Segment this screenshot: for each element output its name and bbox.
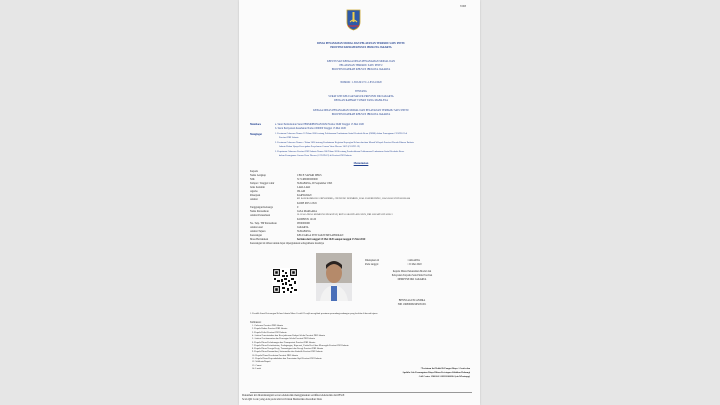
cc-item: 2. Kepala Badan Provinsi DKI Jakarta (252, 328, 288, 331)
to-label: Kepada (250, 170, 258, 173)
free-note-1: *Perizinan Ini Tidak Di Pungut Biaya / Gratis dan (420, 368, 470, 370)
footer-note: 1. Pemilik Surat Keterangan Keluar Jakarta Masa Covid-19 wajib mengikuti peraturan perundang-undangan yang berlaku di daerah tujuan (250, 313, 378, 315)
cc-item: 13. Camat (252, 364, 262, 367)
field-value: ISLAM (297, 190, 306, 193)
cc-item: 9. Kepala Dinas Komunikasi, Informatika dan Statistik Provinsi DKI Jakarta (252, 351, 323, 354)
sign-place: : JAKARTA (407, 259, 420, 262)
cc-label: Tembusan: (250, 321, 262, 324)
consider-item-3: 3. Keputusan Gubernur Provinsi DKI Jakarta Nomor 380 Tahun 2020 tentang Pemberlakuan Pelaksanaan Pembatasan Sosial Berskala Besar (275, 151, 405, 153)
sign-title-1: Kepala Dinas Penanaman Modal dan (392, 270, 432, 273)
sign-place-label: Ditetapkan di (365, 259, 380, 262)
field-value: KARYAWAN (297, 194, 312, 197)
field-label: Agama (250, 190, 258, 193)
jakarta-crest-icon (346, 9, 361, 31)
person-photo-icon (316, 253, 352, 301)
cc-item: 12. Walikota/Bupati (252, 361, 271, 364)
field-label: NIK (250, 178, 255, 181)
note-line: Keterangan ini dibuat untuk dapat dipergunakan sebagaimana mestinya (250, 242, 325, 245)
consider-label: Mengingat (250, 133, 262, 136)
cc-item: 14. Lurah (252, 367, 261, 370)
agency-subtitle: PROVINSI DAERAH KHUSUS IBUKOTA JAKARTA (330, 46, 392, 49)
field-label: Keterangan (250, 234, 262, 237)
field-label: Nama Perusahaan (250, 210, 269, 213)
field-label: Tanggungan Keluarga (250, 206, 273, 209)
applicant-photo (316, 253, 352, 301)
read-item-a: a. Surat Permohonan Surat PERMOHONAN IKM Nomor IKM Tanggal 15 Mei 2020 (275, 123, 364, 126)
free-note-2: Apabila Ada Pemungutan Biaya Diluar Ketetapan Silahkan Hubungi (402, 372, 470, 374)
field-value: KODE POS 12345 (297, 202, 317, 205)
consider-item-1: 1. Peraturan Gubernur Nomor 33 Tahun 2020 tentang Pelaksanaan Pembatasan Sosial Berskala Besar (PSBB) dalam Penanganan COVID-19 di (275, 133, 408, 135)
bsre-note: Dokumen ini ditandatangani secara elektronik menggunakan sertifikat elektronik dari BSrE (242, 394, 345, 397)
field-label: No. Telp / HP Perusahaan (250, 222, 277, 225)
cc-item: 6. Kepala Dinas Perhubungan dan Transportasi Provinsi DKI Jakarta (252, 341, 316, 344)
field-label: Jenis Kelamin (250, 186, 265, 189)
field-value: KP. BALEKAMBANG GRIYAPRIMA, CIPAYUNG NGEMBUL, KAB. PASURUHUNG, JAWA BARAT RT 00 RW 000 (297, 198, 411, 200)
field-value: KELUARGA INTI SAKIT/MELAHIRKAN (297, 234, 344, 237)
cc-item: 3. Kepala Polisi Provinsi DKI Jakarta (252, 331, 287, 334)
cc-item: 5. Asisten Perekonomian dan Keuangan Sekda Provinsi DKI Jakarta (252, 338, 315, 341)
field-value: KODEPOS 12120 (297, 218, 317, 221)
read-item-b: b. Surat Pernyataan Kesehatan Nomor 000000 Tanggal 15 Mei 2020 (275, 127, 346, 130)
field-value: SURABAYA, 00 September 1995 (297, 182, 333, 185)
field-value: LAKI-LAKI (297, 186, 311, 189)
field-value: 0 (297, 206, 299, 209)
signer-name: BENNI AGUSCANDRA (398, 299, 426, 302)
consider-item-2: 2. Peraturan Gubernur Nomor - Tahun 2020 tentang Pembatasan Kegiatan Bepergian Keluar dan/atau Masuk Wilayah Provinsi Daerah Khusus Ibukota (275, 142, 414, 144)
field-value: 0850000000 (297, 222, 310, 225)
field-label: Alamat Perusahaan (250, 214, 271, 217)
decree-line-3: PROVINSI DAERAH KHUSUS IBUKOTA JAKARTA (331, 68, 391, 71)
field-label: Masa Berlakukan (250, 238, 269, 241)
cc-item: 1. Gubernur Provinsi DKI Jakarta (252, 325, 284, 327)
field-label: Tempat / Tanggal Lahir (250, 182, 275, 185)
sign-date: : 15 Mei 2020 (407, 263, 422, 266)
qr-code-icon[interactable] (272, 268, 298, 294)
about-line-1: SURAT IZIN KELUAR MASUK PROVINSI DKI JAKARTA (328, 95, 394, 98)
signer-nip: NIP. 196806061995031001 (397, 303, 427, 306)
sign-title-3: DPMPTSP DKI JAKARTA (397, 278, 427, 281)
sign-date-label: Pada tanggal (365, 263, 379, 266)
cc-item: 11. Kepala Dinas Kependudukan dan Pencatatan Sipil Provinsi DKI Jakarta (252, 358, 322, 360)
read-label: Membaca (250, 123, 261, 126)
agency-title: DINAS PENANAMAN MODAL DAN PELAYANAN TERPADU SATU PINTU (317, 42, 405, 45)
cc-item: 7. Kepala Dinas Perindustrian, Perdagangan, Koperasi, Usaha Kecil dan Menengah Provinsi DKI Jakarta (252, 344, 349, 347)
document-code: V.063 (460, 5, 467, 8)
field-value: CEICE SAFARI ZHKS (297, 174, 322, 177)
footer-divider (250, 392, 472, 393)
field-value: berlaku dari tanggal 15 Mei 2020 sampai tanggal 15 Mei 2020 (297, 238, 366, 241)
field-value: JASA MARGARA (297, 210, 317, 213)
field-label: Alamat (250, 198, 258, 201)
consider-item-2-cont: Jakarta Dalam Upaya Pencegahan Penyebaran Corona Virus Disease 2019 (COVID-19) (279, 146, 360, 148)
free-note-3: Call Center 1500164 / 082120300164 (via Whatsapp) (418, 376, 470, 378)
field-label: Alamat Tujuan (250, 230, 266, 233)
field-value: 3171480000000000 (297, 178, 318, 181)
about-line-2: DENGAN RAHMAT TUHAN YANG MAHA ESA (334, 99, 388, 102)
head-line-1: KEPALA DINAS PENANAMAN MODAL DAN PELAYANAN TERPADU SATU PINTU (313, 109, 409, 112)
consider-item-3-cont: dalam Penanganan Corona Virus Disease (COVID-19) di Provinsi DKI Jakarta (279, 155, 352, 157)
cc-item: 4. Asisten Pemerintahan dan Kesejahteraan Rakyat Sekda Provinsi DKI Jakarta (252, 334, 325, 337)
field-label: Alamat Asal (250, 226, 263, 229)
decree-number: NOMOR : 1.563.29/17/1/-1.853.2/2020 (340, 81, 382, 84)
decree-line-1: KEPUTUSAN KEPALA DINAS PENANAMAN MODAL DAN (326, 60, 396, 63)
consider-item-1-cont: Provinsi DKI Jakarta (279, 137, 299, 139)
sign-title-2: Pelayanan Terpadu Satu Pintu Provinsi (391, 274, 433, 277)
field-value: JAKARTA (297, 226, 309, 229)
field-value: SURABAYA (297, 230, 311, 233)
qr-scan-note: Scan QR Code yang Ada pada izin ini Untuk Memeriksa Keaslian Data (242, 398, 322, 401)
field-label: Pekerjaan (250, 194, 261, 197)
decide-label: Memutuskan (353, 162, 369, 165)
decree-line-2: PELAYANAN TERPADU SATU PINTU (339, 64, 383, 67)
field-label: Nama Lengkap (250, 174, 266, 177)
cc-item: 10. Kepala Dinas Kesehatan Provinsi DKI Jakarta (252, 354, 298, 357)
about-label: TENTANG (354, 90, 368, 93)
cc-item: 8. Kepala Dinas Tenaga Kerja, Transmigrasi dan Energi Provinsi DKI Jakarta (252, 348, 324, 351)
field-value: JL. RASA NUSA MAMPANG PRAPATAN, KOTA JAKARTA SELATAN, DKI JAKARTA RT 4 RW 2 (297, 214, 393, 216)
head-line-2: PROVINSI DAERAH KHUSUS IBUKOTA JAKARTA (331, 113, 391, 116)
